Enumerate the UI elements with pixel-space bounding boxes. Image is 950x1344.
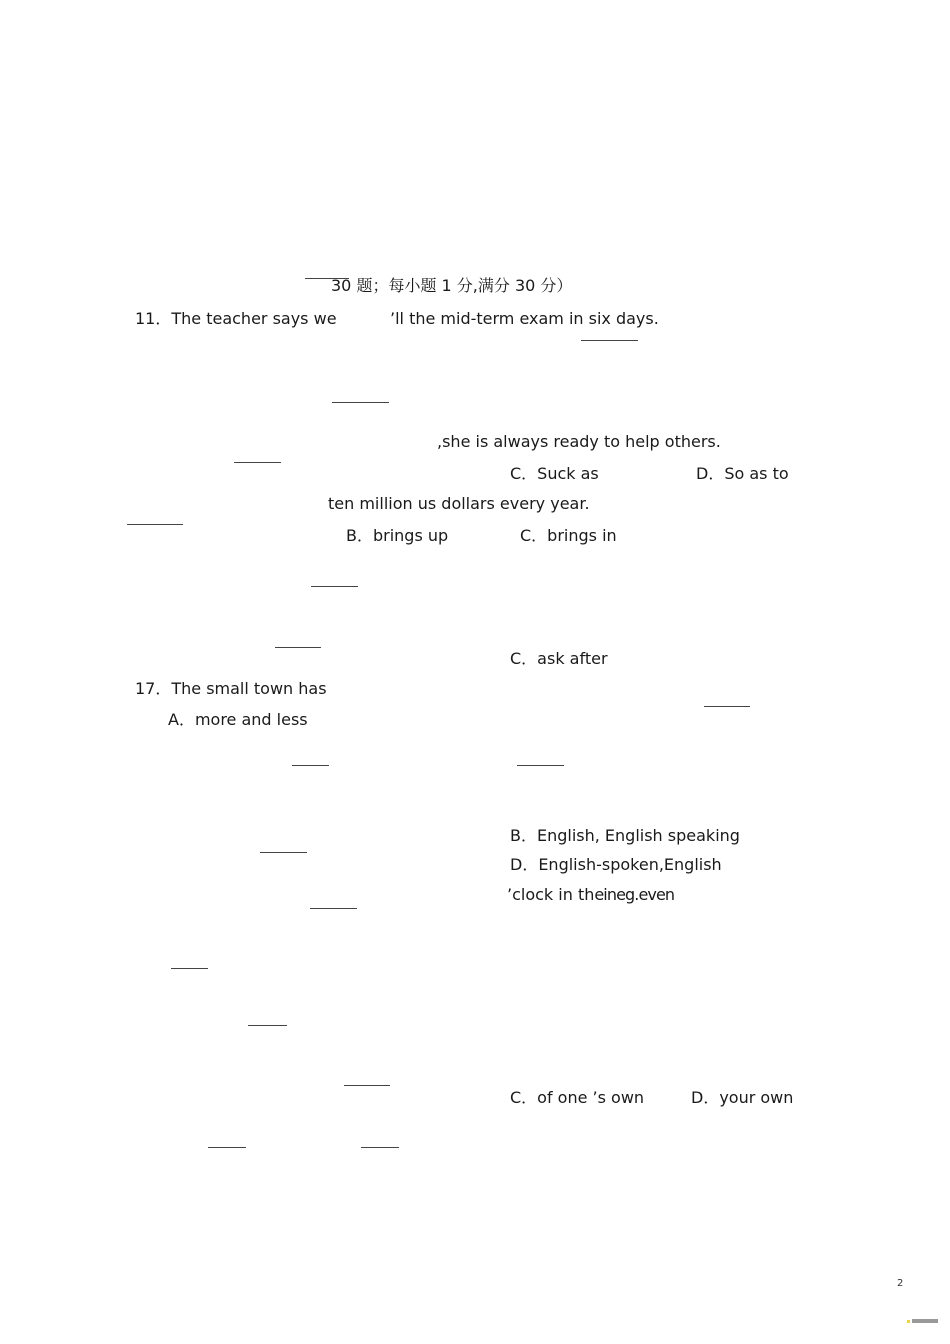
answer-blank-17 [704,706,750,707]
answer-blank-20 [310,908,357,909]
corner-marker-bar [912,1319,938,1323]
answer-blank-25a [208,1147,246,1148]
question-20-fragment-a: ’clock in th [507,885,595,904]
q12-option-c: C．Suck as [510,464,599,483]
q19-option-b: B．English, English speaking [510,826,740,845]
answer-blank-18b [517,765,564,766]
answer-blank-19 [260,852,307,853]
q12-option-d: D．So as to [696,464,789,483]
answer-blank-11 [581,340,638,341]
q16-option-c: C．ask after [510,649,608,668]
answer-blank-25b [361,1147,399,1148]
q17-option-a: A．more and less [168,710,308,729]
answer-blank-18a [292,765,329,766]
q24-option-d: D．your own [691,1088,794,1107]
question-20-fragment [507,885,674,905]
question-11-prefix: 11．The teacher says we [135,309,337,328]
answer-blank-12b [234,462,281,463]
answer-blank-14 [311,586,358,587]
question-13-fragment: ten million us dollars every year. [328,494,590,513]
answer-blank-22 [248,1025,287,1026]
answer-blank-12a [332,402,389,403]
q19-option-d: D．English-spoken,English [510,855,722,874]
answer-blank-21 [171,968,208,969]
question-11-suffix: ’ll the mid-term exam in six days. [390,309,659,328]
section-header: 30 题；每小题 1 分,满分 30 分） [331,276,573,295]
q13-option-b: B．brings up [346,526,449,545]
corner-marker-dot [907,1320,910,1323]
question-20-fragment-b: eineg.even [594,885,675,904]
q24-option-c: C．of one ’s own [510,1088,645,1107]
answer-blank-13 [127,524,183,525]
question-12-fragment: ,she is always ready to help others. [437,432,721,451]
page-number: 2 [897,1278,904,1289]
answer-blank-23 [344,1085,390,1086]
q13-option-c: C．brings in [520,526,617,545]
question-17-text: 17．The small town has [135,679,327,698]
answer-blank-15 [275,647,321,648]
